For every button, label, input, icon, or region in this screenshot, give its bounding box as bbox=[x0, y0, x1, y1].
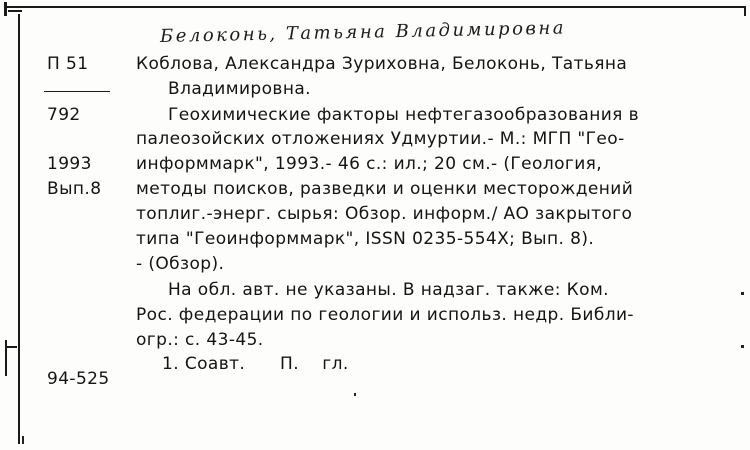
entry-line-3: Геохимические факторы нефтегазообразования в bbox=[168, 105, 640, 125]
call-number-shelf: П 51 bbox=[47, 54, 89, 74]
top-border-line bbox=[4, 6, 746, 8]
accession-number: 94-525 bbox=[47, 369, 110, 389]
top-left-tick bbox=[4, 2, 7, 16]
entry-line-9: - (Обзор). bbox=[136, 254, 225, 274]
entry-line-4: палеозойских отложениях Удмуртии.- М.: МГП "Гео- bbox=[136, 129, 625, 149]
right-border-top bbox=[744, 6, 746, 16]
handwritten-note: Белоконь, Татьяна Владимировна bbox=[159, 17, 567, 47]
entry-tracing: 1. Соавт. П. гл. bbox=[162, 354, 349, 374]
top-left-dash bbox=[8, 10, 22, 12]
left-margin-line bbox=[18, 14, 20, 444]
entry-line-7: топлиг.-энерг. сырья: Обзор. информ./ АО закрытого bbox=[136, 204, 633, 224]
call-number-number: 792 bbox=[47, 105, 81, 125]
scan-speck bbox=[354, 393, 356, 396]
scan-speck bbox=[741, 345, 744, 348]
entry-line-2: Владимировна. bbox=[168, 79, 311, 99]
scan-speck bbox=[22, 436, 24, 444]
entry-line-11: Рос. федерации по геологии и использ. недр. Библи- bbox=[136, 305, 634, 325]
entry-line-6: методы поисков, разведки и оценки месторождений bbox=[136, 179, 634, 199]
left-edge-nub bbox=[5, 346, 17, 348]
call-number-year: 1993 bbox=[47, 154, 92, 174]
entry-line-1: Коблова, Александра Зуриховна, Белоконь, Татьяна bbox=[136, 54, 628, 74]
call-number-issue: Вып.8 bbox=[47, 179, 102, 199]
entry-line-12: огр.: с. 43-45. bbox=[136, 330, 264, 350]
entry-line-8: типа "Геоинформмарк", ISSN 0235-554X; Вып. 8). bbox=[136, 229, 595, 249]
entry-line-5: информмарк", 1993.- 46 с.: ил.; 20 см.- (Геология, bbox=[136, 154, 603, 174]
call-number-rule bbox=[44, 91, 110, 92]
scan-speck bbox=[741, 292, 744, 295]
entry-line-10: На обл. авт. не указаны. В надзаг. также: Ком. bbox=[168, 280, 609, 300]
